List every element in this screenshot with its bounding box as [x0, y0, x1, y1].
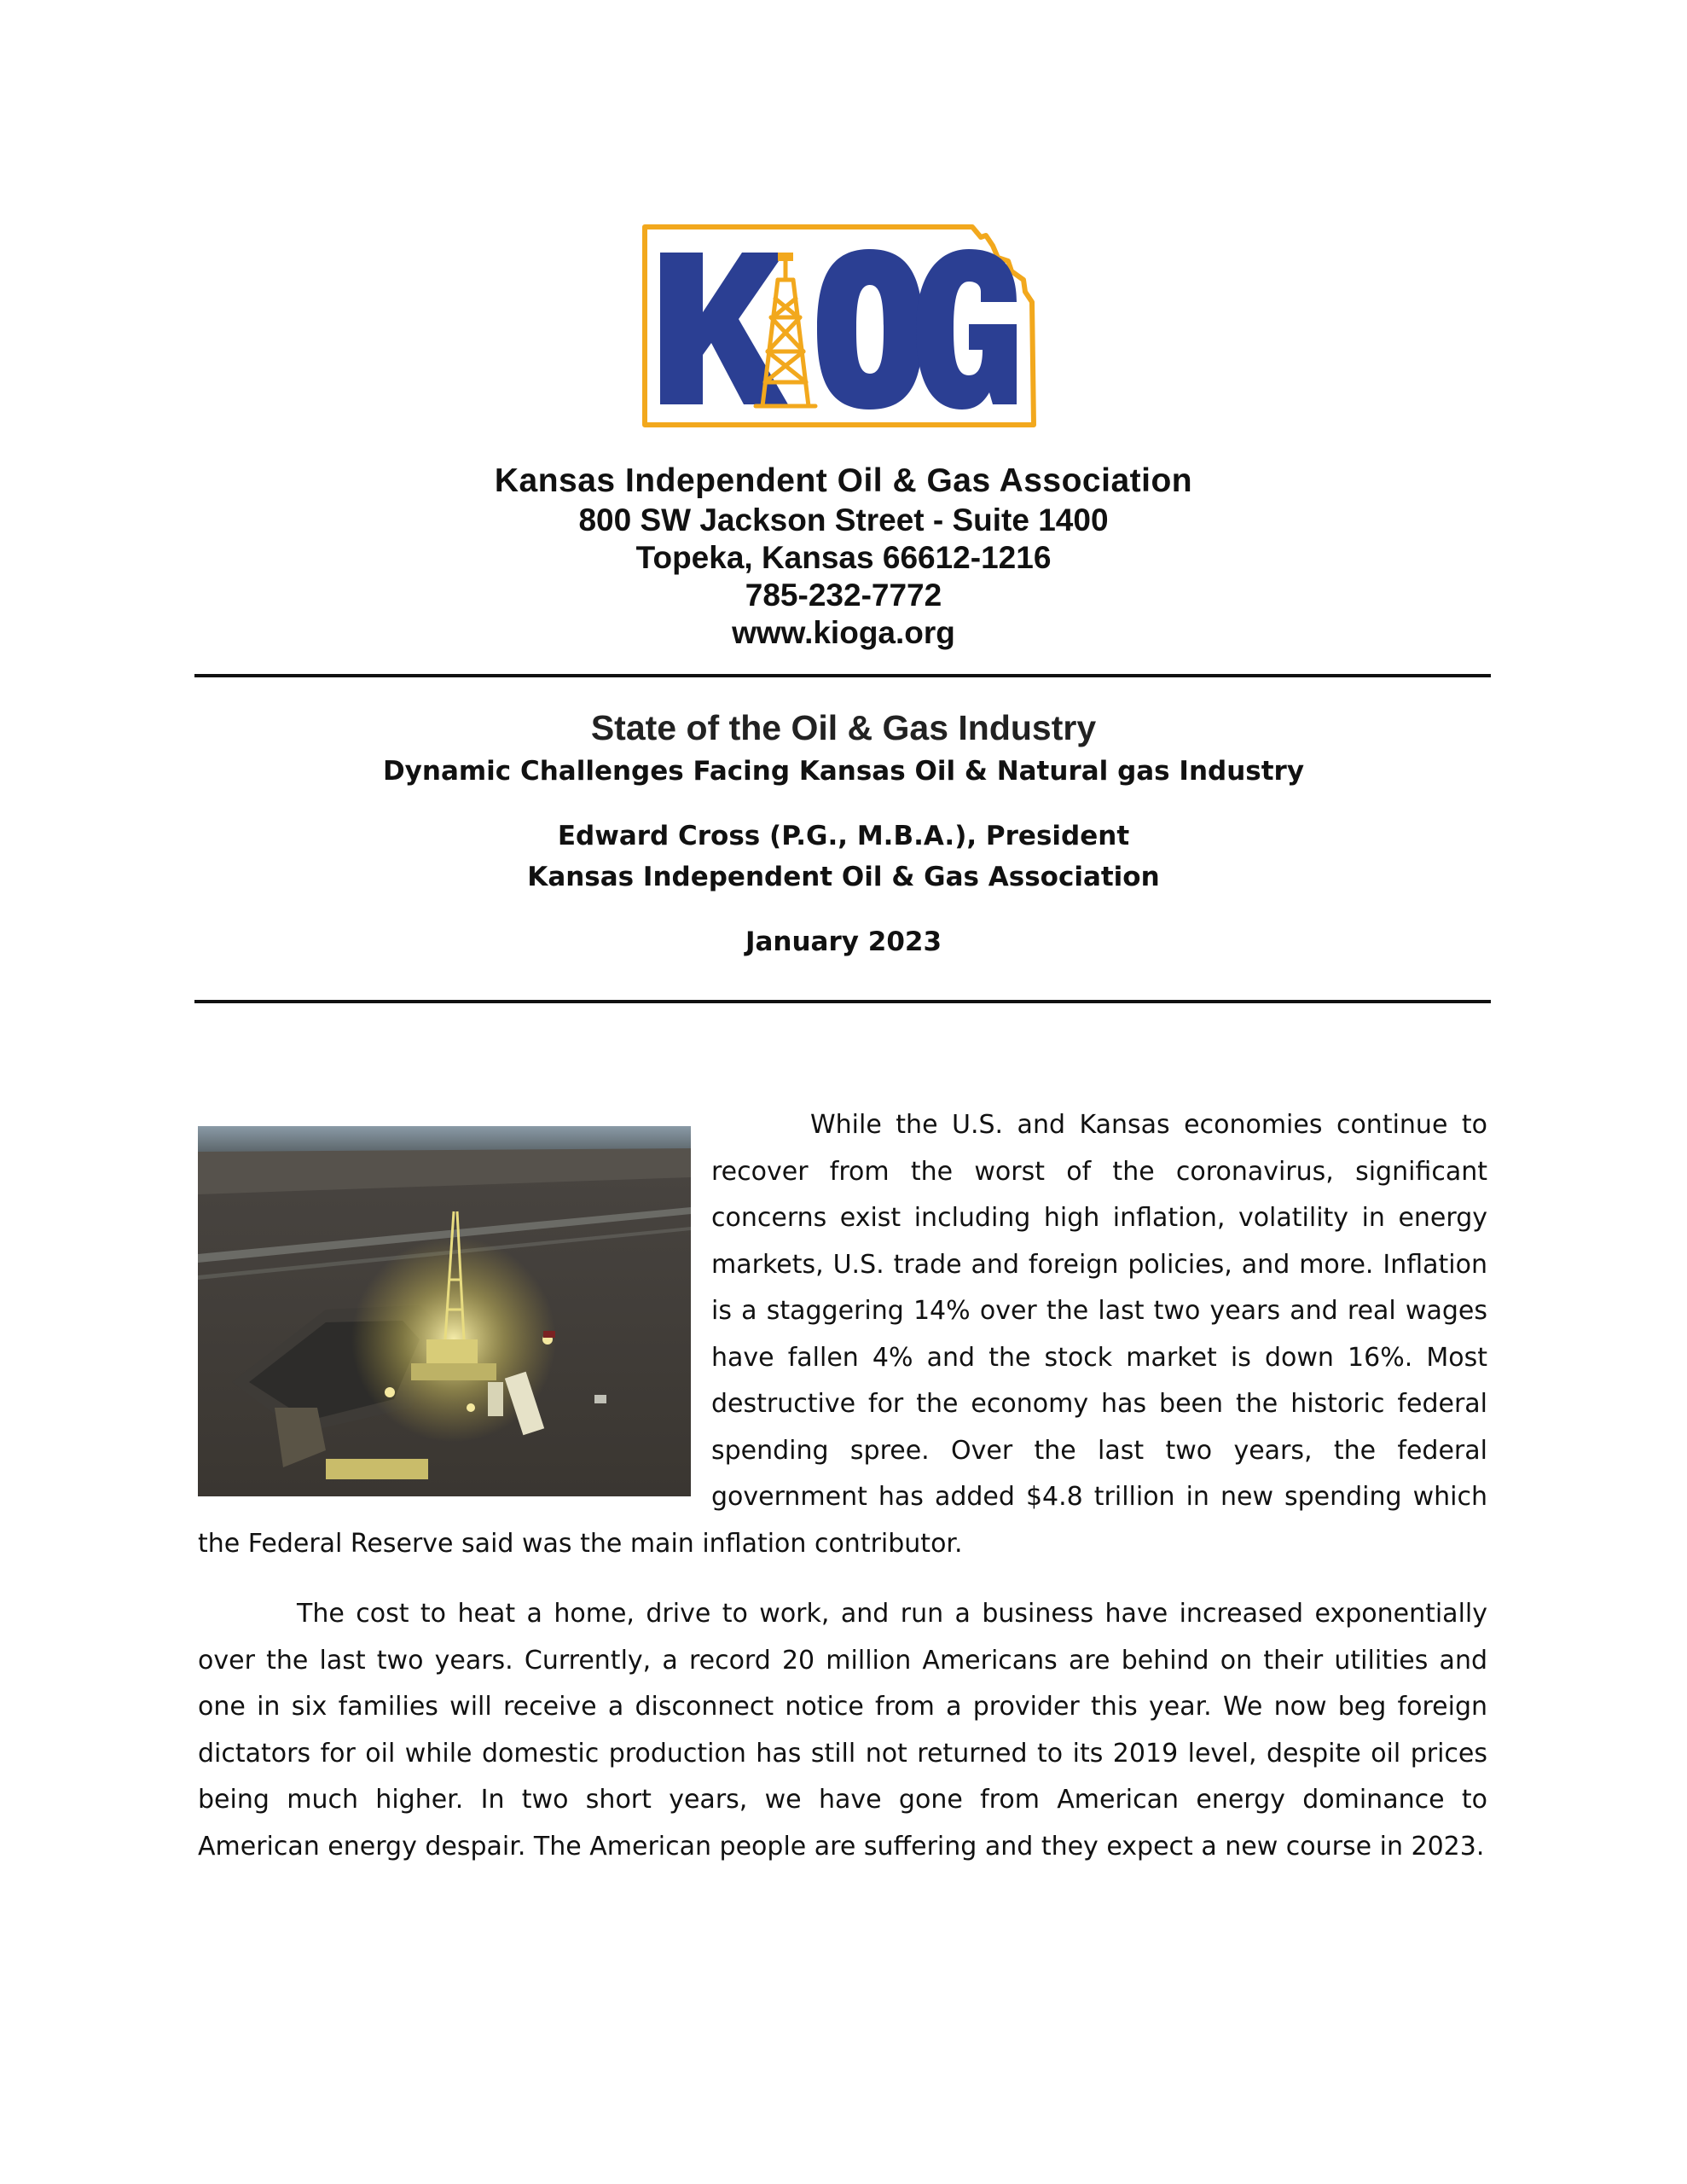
drilling-rig-photo	[198, 1126, 691, 1496]
document-subtitle: Dynamic Challenges Facing Kansas Oil & Natural gas Industry	[382, 756, 1305, 787]
divider-top	[194, 674, 1491, 677]
article-body	[198, 1102, 1487, 1870]
phone-number: 785-232-7772	[745, 578, 942, 613]
website: www.kioga.org	[732, 615, 955, 650]
letterhead	[0, 461, 1687, 652]
address-line-1: 800 SW Jackson Street - Suite 1400	[578, 502, 1109, 537]
document-title: State of the Oil & Gas Industry	[590, 708, 1097, 747]
divider-bottom	[194, 1000, 1491, 1003]
author-name: Edward Cross (P.G., M.B.A.), President	[557, 821, 1130, 851]
document-date: January 2023	[745, 926, 942, 957]
title-block	[0, 706, 1687, 962]
kioga-logo	[641, 224, 1041, 428]
author-organization: Kansas Independent Oil & Gas Association	[527, 862, 1160, 892]
address-line-2: Topeka, Kansas 66612-1216	[635, 540, 1052, 575]
org-name: Kansas Independent Oil & Gas Association	[494, 462, 1193, 499]
body-paragraph-2: The cost to heat a home, drive to work, and run a business have increased exponentially over the last two years. Currently, a record 20 million Americans are behind on their utilities and one in six families will receive a disconnect notice from a provider this year. We now beg foreign dictators for oil while domestic production has still not returned to its 2019 level, despite oil prices being much higher. In two short years, we have gone from American energy dominance to American energy despair. The American people are suffering and they expect a new course in 2023.	[198, 1599, 1487, 1862]
author-block	[0, 816, 1687, 897]
body-paragraph-1: While the U.S. and Kansas economies continue to recover from the worst of the coronavirus, significant concerns exist including high inflation, volatility in energy markets, U.S. trade and foreign policies, and more. Inflation is a staggering 14% over the last two years and real wages have fallen 4% and the stock market is down 16%. Most destructive for the economy has been the historic federal spending spree. Over the last two years, the federal government has added $4.8 trillion in new spending which the Federal Reserve said was the main inflation contributor.	[198, 1110, 1487, 1559]
